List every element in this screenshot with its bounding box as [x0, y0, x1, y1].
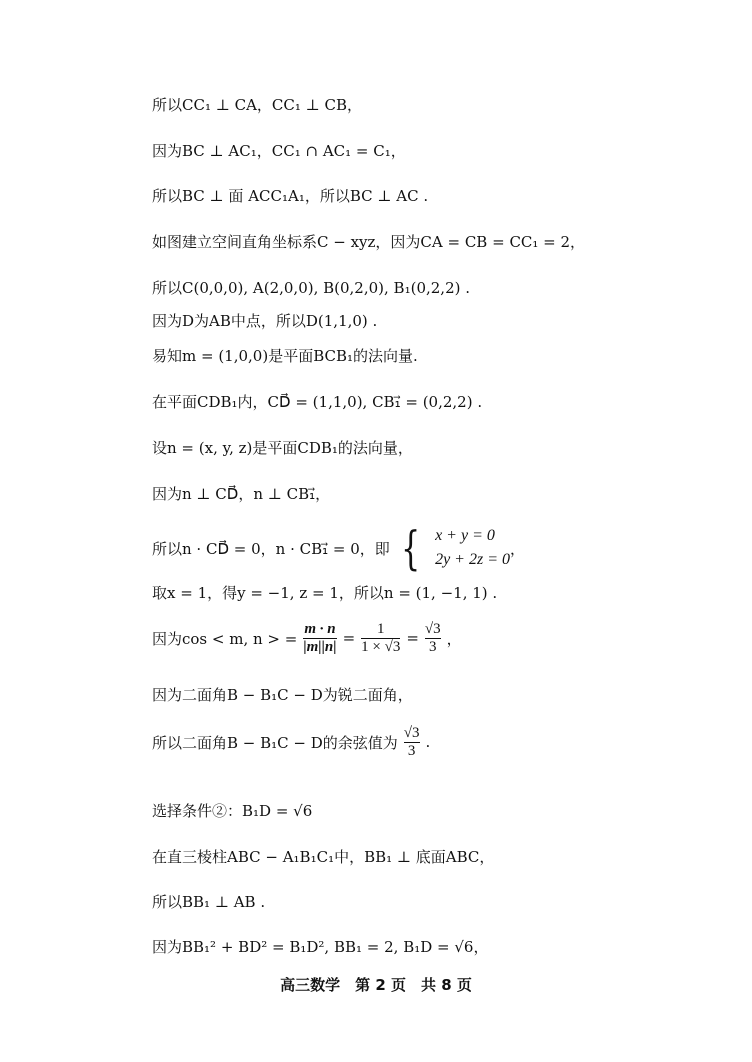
proof-line-1: 所以CC₁ ⊥ CA，CC₁ ⊥ CB， [152, 96, 363, 114]
proof-line-12: 取x = 1，得y = −1, z = 1，所以n = (1, −1, 1) . [152, 584, 498, 602]
cos-prefix: 因为cos < m, n > = [152, 629, 298, 648]
proof-line-17: 在直三棱柱ABC − A₁B₁C₁中，BB₁ ⊥ 底面ABC， [152, 848, 495, 866]
fraction-1-denominator: |m||n| [303, 638, 337, 655]
equals-2: = [406, 629, 419, 647]
proof-line-9: 设n = (x, y, z)是平面CDB₁的法向量， [152, 439, 413, 457]
fraction-2-numerator: 1 [376, 620, 385, 637]
proof-line-19: 因为BB₁² + BD² = B₁D², BB₁ = 2, B₁D = √6， [152, 938, 489, 956]
proof-line-6: 因为D为AB中点，所以D(1,1,0) . [152, 312, 378, 330]
page-footer: 高三数学 第 2 页 共 8 页 [280, 976, 472, 994]
equation-1: x + y = 0 [435, 527, 495, 544]
proof-line-2: 因为BC ⊥ AC₁，CC₁ ∩ AC₁ = C₁， [152, 142, 406, 160]
cosine-value-numerator: √3 [403, 724, 420, 741]
proof-line-13 [152, 614, 462, 662]
fraction-3 [425, 621, 441, 656]
left-brace-icon: { [400, 521, 420, 575]
cosine-value-prefix: 所以二面角B − B₁C − D的余弦值为 [152, 733, 398, 752]
proof-line-4: 如图建立空间直角坐标系C − xyz，因为CA = CB = CC₁ = 2， [152, 233, 586, 251]
equation-system-suffix: ， [509, 539, 525, 558]
proof-line-11 [152, 521, 525, 575]
proof-line-16: 选择条件②：B₁D = √6 [152, 802, 313, 820]
cos-suffix: ， [446, 629, 462, 648]
proof-line-7: 易知m = (1,0,0)是平面BCB₁的法向量. [152, 347, 418, 365]
proof-line-18: 所以BB₁ ⊥ AB . [152, 893, 266, 911]
fraction-2-denominator: 1 × √3 [361, 638, 401, 655]
fraction-1-numerator: m · n [304, 620, 336, 637]
proof-line-5: 所以C(0,0,0), A(2,0,0), B(0,2,0), B₁(0,2,2) . [152, 279, 470, 297]
proof-line-8: 在平面CDB₁内，CD⃗ = (1,1,0), CB₁⃗ = (0,2,2) . [152, 393, 483, 411]
proof-line-14: 因为二面角B − B₁C − D为锐二面角， [152, 686, 413, 704]
proof-line-15 [152, 718, 430, 766]
cosine-value-suffix: . [425, 733, 431, 751]
cosine-value-fraction [404, 725, 420, 760]
equation-system [429, 526, 510, 570]
equals-1: = [342, 629, 356, 647]
fraction-3-numerator: √3 [424, 620, 441, 637]
cosine-value-denominator: 3 [407, 742, 416, 759]
proof-line-3: 所以BC ⊥ 面 ACC₁A₁，所以BC ⊥ AC . [152, 187, 429, 205]
equation-2: 2y + 2z = 0 [435, 551, 510, 568]
fraction-3-denominator: 3 [429, 638, 437, 655]
equation-system-prefix: 所以n · CD⃗ = 0，n · CB₁⃗ = 0，即 [152, 539, 390, 558]
fraction-1 [303, 621, 336, 656]
proof-line-10: 因为n ⊥ CD⃗，n ⊥ CB₁⃗， [152, 485, 331, 503]
fraction-2 [361, 621, 400, 656]
